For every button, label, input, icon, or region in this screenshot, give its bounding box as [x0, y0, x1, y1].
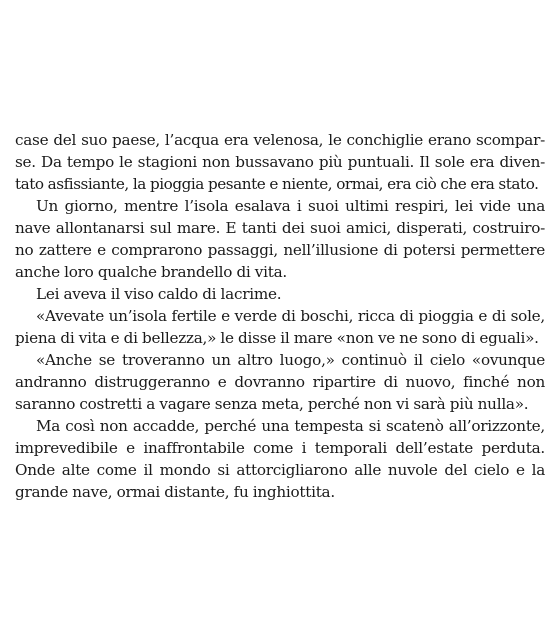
- text-line: anche loro qualche brandello di vita.: [15, 263, 287, 281]
- text-line: nave allontanarsi sul mare. E tanti dei suoi amici, disperati, costruiro-: [15, 219, 545, 237]
- text-line: Un giorno, mentre l’isola esalava i suoi ultimi respiri, lei vide una: [36, 197, 545, 215]
- text-line: case del suo paese, l’acqua era velenosa, le conchiglie erano scompar-: [15, 131, 545, 149]
- text-line: Onde alte come il mondo si attorcigliarono alle nuvole del cielo e la: [15, 461, 545, 479]
- text-line: Ma così non accadde, perché una tempesta si scatenò all’orizzonte,: [36, 417, 545, 435]
- text-line: andranno distruggeranno e dovranno ripartire di nuovo, finché non: [15, 373, 545, 391]
- text-line: tato asfissiante, la pioggia pesante e niente, ormai, era ciò che era stato.: [15, 175, 539, 193]
- text-line: Lei aveva il viso caldo di lacrime.: [36, 285, 282, 303]
- text-line: imprevedibile e inaffrontabile come i temporali dell’estate perduta.: [15, 439, 545, 457]
- body-text: [15, 129, 545, 503]
- text-line: «Anche se troveranno un altro luogo,» continuò il cielo «ovunque: [36, 351, 545, 369]
- text-line: grande nave, ormai distante, fu inghiottita.: [15, 483, 335, 501]
- text-line: se. Da tempo le stagioni non bussavano più puntuali. Il sole era diven-: [15, 153, 545, 171]
- text-line: no zattere e comprarono passaggi, nell’illusione di potersi permettere: [15, 241, 545, 259]
- text-line: piena di vita e di bellezza,» le disse il mare «non ve ne sono di eguali».: [15, 329, 539, 347]
- text-line: «Avevate un’isola fertile e verde di boschi, ricca di pioggia e di sole,: [36, 307, 545, 325]
- text-line: saranno costretti a vagare senza meta, perché non vi sarà più nulla».: [15, 395, 529, 413]
